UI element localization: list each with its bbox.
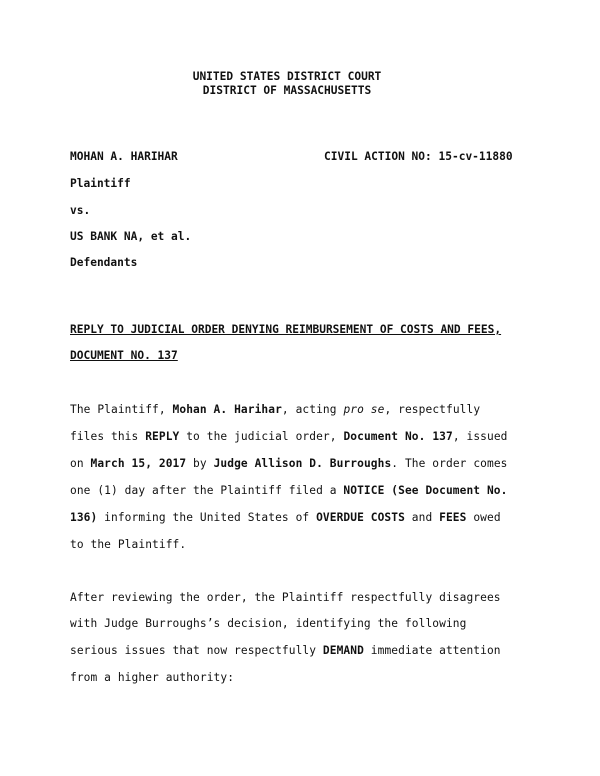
- reply-bold: REPLY: [145, 430, 180, 443]
- judge-name-bold: Judge Allison D. Burroughs: [213, 457, 392, 470]
- text-run: files this: [70, 430, 146, 443]
- paragraph2-line1: After reviewing the order, the Plaintiff respectfully disagrees: [70, 591, 501, 604]
- court-name: UNITED STATES DISTRICT COURT: [192, 70, 382, 83]
- text-run: serious issues that now respectfully: [70, 644, 323, 657]
- civil-action-number: CIVIL ACTION NO: 15-cv-11880: [324, 150, 513, 163]
- document-number-bold: Document No. 137: [343, 430, 453, 443]
- text-run: owed: [466, 511, 501, 524]
- paragraph2-line4: from a higher authority:: [70, 671, 235, 684]
- defendant-name: US BANK NA, et al.: [70, 230, 192, 243]
- plaintiff-name: MOHAN A. HARIHAR: [70, 150, 178, 163]
- plaintiff-label: Plaintiff: [70, 177, 131, 190]
- paragraph1-line4: [70, 484, 507, 497]
- text-run: , issued: [452, 430, 508, 443]
- text-run: The Plaintiff,: [70, 403, 173, 416]
- text-run: . The order comes: [391, 457, 508, 470]
- text-run: by: [186, 457, 214, 470]
- demand-bold: DEMAND: [322, 644, 364, 657]
- plaintiff-name-bold: Mohan A. Harihar: [172, 403, 282, 416]
- text-run: immediate attention: [363, 644, 501, 657]
- paragraph1-line2: [70, 430, 508, 443]
- versus-label: vs.: [70, 204, 91, 217]
- paragraph1-line1: [70, 403, 480, 416]
- overdue-costs-bold: OVERDUE COSTS: [316, 511, 405, 524]
- notice-bold: NOTICE (See Document No.: [343, 484, 508, 497]
- paragraph1-line5: [70, 511, 501, 524]
- paragraph1-line3: [70, 457, 508, 470]
- document-136-bold: 136): [70, 511, 98, 524]
- text-run: , respectfully: [384, 403, 481, 416]
- document-title-line2: DOCUMENT NO. 137: [70, 349, 178, 362]
- text-run: one (1) day after the Plaintiff filed a: [70, 484, 344, 497]
- defendants-label: Defendants: [70, 256, 138, 269]
- paragraph2-line3: [70, 644, 501, 657]
- text-run: informing the United States of: [97, 511, 317, 524]
- fees-bold: FEES: [439, 511, 467, 524]
- text-run: , acting: [281, 403, 344, 416]
- pro-se-italic: pro se: [343, 403, 385, 416]
- text-run: to the judicial order,: [179, 430, 344, 443]
- document-title-line1: REPLY TO JUDICIAL ORDER DENYING REIMBURSEMENT OF COSTS AND FEES,: [70, 323, 502, 336]
- text-run: and: [404, 511, 440, 524]
- date-bold: March 15, 2017: [90, 457, 187, 470]
- text-run: on: [70, 457, 91, 470]
- paragraph2-line2: with Judge Burroughs’s decision, identifying the following: [70, 617, 467, 630]
- paragraph1-line6: to the Plaintiff.: [70, 538, 187, 551]
- court-district: DISTRICT OF MASSACHUSETTS: [202, 84, 372, 97]
